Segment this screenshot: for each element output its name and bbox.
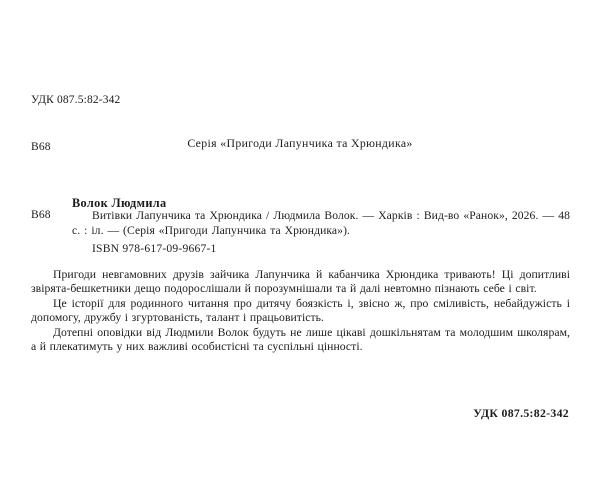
cutter-number-biblio: В68: [31, 209, 51, 221]
udc-classification-top: УДК 087.5:82-342: [31, 94, 121, 106]
biblio-description-text: Витівки Лапунчика та Хрюндика / Людмила Волок. — Харків : Вид-во «Ранок», 2026. — 48 с. : іл. — (Серія «Пригоди Лапунчика та Хрюндика»).: [72, 209, 570, 237]
bibliographic-description: [31, 209, 570, 255]
udc-classification-bottom: УДК 087.5:82-342: [473, 406, 569, 420]
annotation-paragraph: Це історії для родинного читання про дитячу боязкість і, звісно ж, про сміливість, небайдужість і допомогу, дружбу і згуртованість, талант і працьовитість.: [31, 296, 570, 325]
annotation-paragraph: Пригоди невгамовних друзів зайчика Лапунчика й кабанчика Хрюндика тривають! Ці допитливі звірята-бешкетники дещо подорослішали й порозумнішали та й далі невтомно пізнають себе і світ.: [31, 268, 570, 296]
isbn-number: ISBN 978-617-09-9667-1: [92, 242, 217, 256]
annotation-block: [31, 268, 570, 354]
udc-block-top: [31, 62, 120, 186]
cutter-number-top: В68: [31, 140, 51, 153]
annotation-paragraph: Дотепні оповідки від Людмили Волок будуть не лише цікаві дошкільнятам та молодшим школярам, а й плекатимуть у них важливі особистісні та суспільні цінності.: [31, 325, 570, 354]
series-title: Серія «Пригоди Лапунчика та Хрюндика»: [187, 136, 413, 150]
author-name: Волок Людмила: [72, 196, 167, 210]
